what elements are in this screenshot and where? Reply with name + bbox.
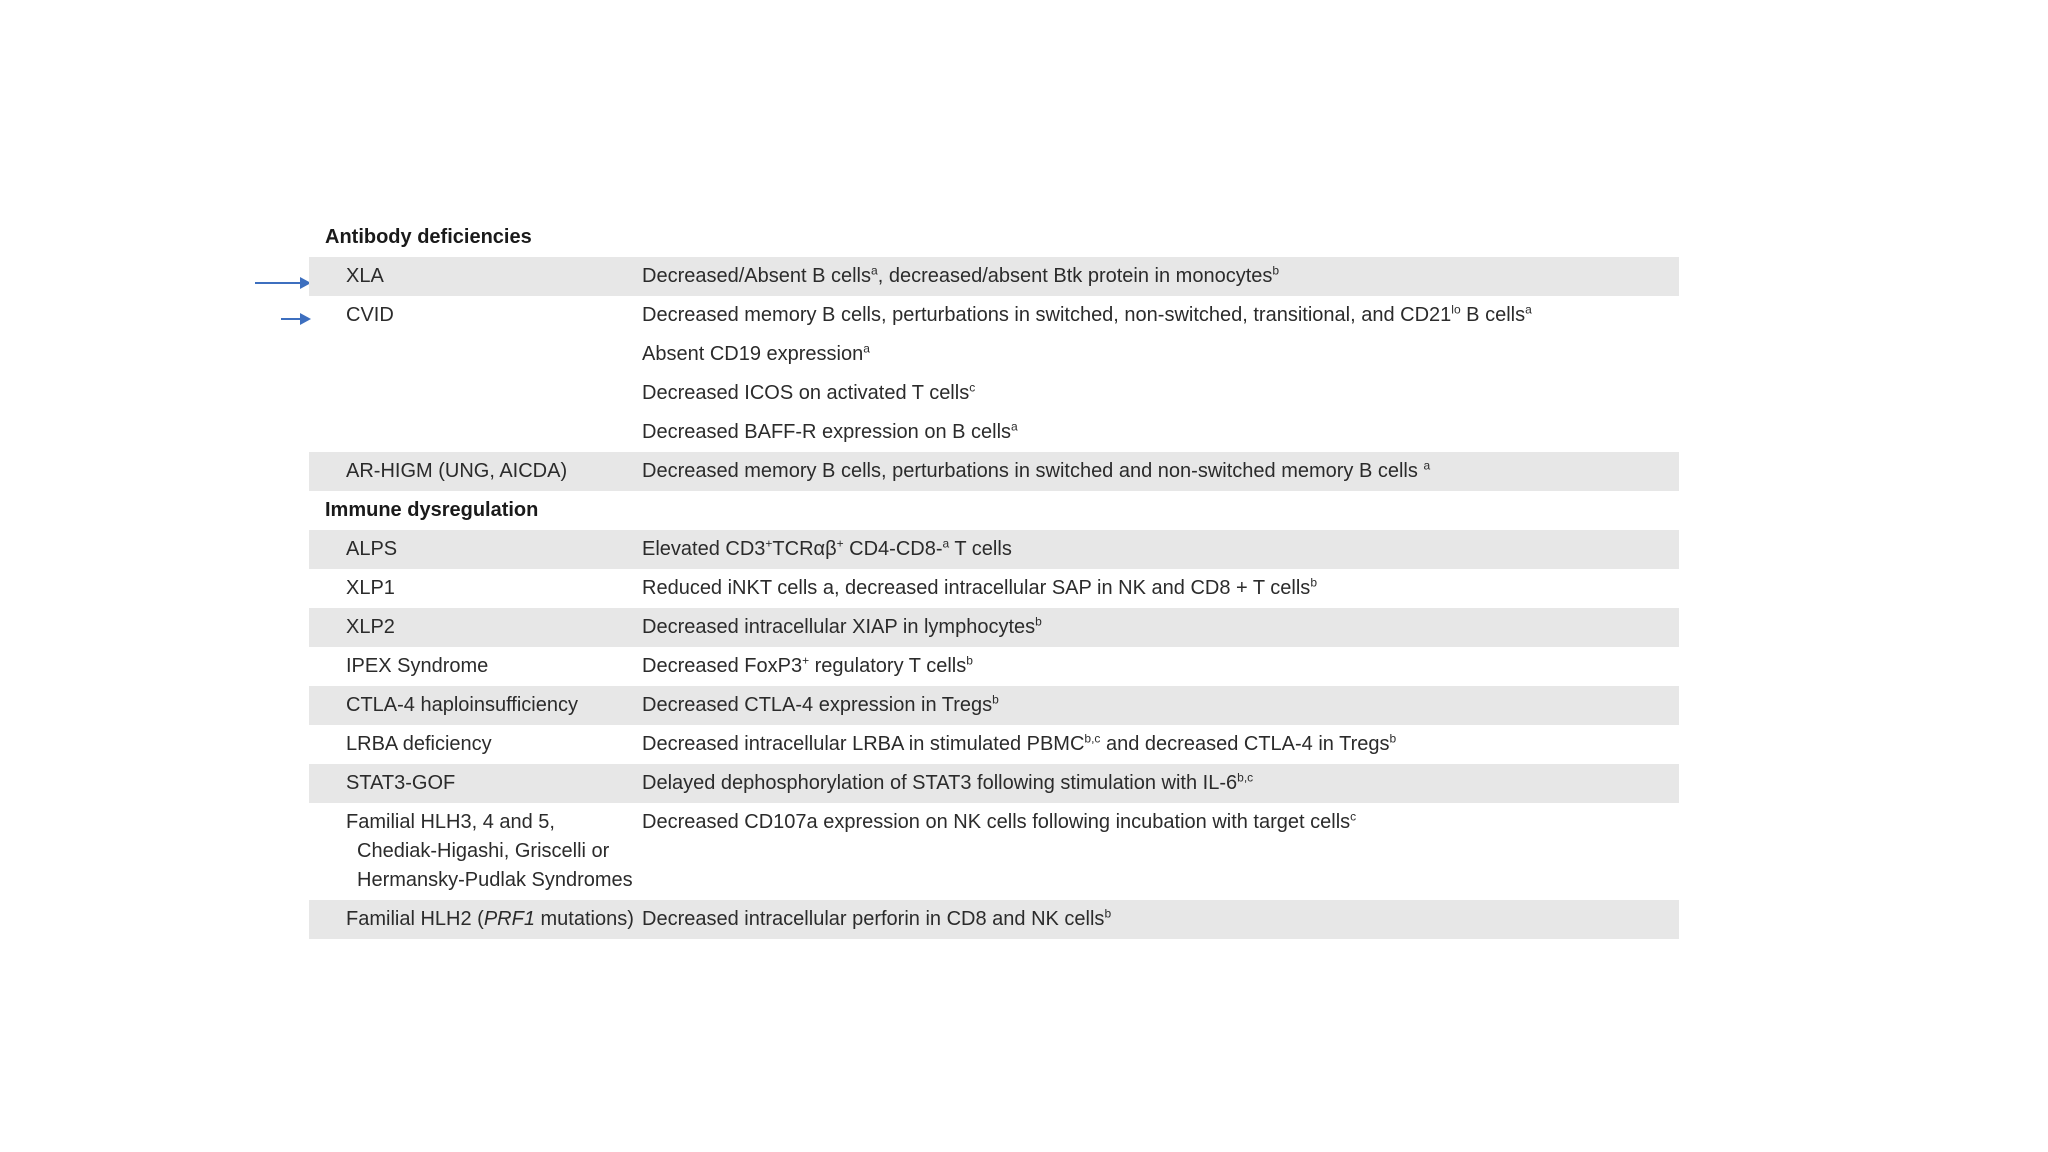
table-row-ipex bbox=[309, 647, 1679, 686]
table-row-xla bbox=[309, 257, 1679, 296]
disease-name: AR-HIGM (UNG, AICDA) bbox=[346, 460, 568, 482]
table-row-familial-hlh2 bbox=[309, 900, 1679, 939]
disease-description: Reduced iNKT cells a, decreased intracellular SAP in NK and CD8 + T cells$^b$ bbox=[642, 575, 1317, 599]
section-header-antibody: Antibody deficiencies bbox=[325, 226, 532, 248]
table-row-xlp1 bbox=[309, 569, 1679, 608]
disease-name: CVID bbox=[346, 304, 394, 326]
disease-name: IPEX Syndrome bbox=[346, 655, 489, 677]
disease-description: Decreased CD107a expression on NK cells following incubation with target cells$^c$ bbox=[642, 809, 1357, 833]
description-line: Absent CD19 expression$^a$ bbox=[642, 341, 870, 365]
section-header-immune-dysregulation: Immune dysregulation bbox=[325, 499, 539, 521]
disease-description: Decreased CTLA-4 expression in Tregs$^b$ bbox=[642, 692, 999, 716]
arrow-cvid-icon bbox=[281, 318, 309, 320]
table-row-ar-higm bbox=[309, 452, 1679, 491]
table-row-lrba bbox=[309, 725, 1679, 764]
table-row-stat3 bbox=[309, 764, 1679, 803]
disease-name: CTLA-4 haploinsufficiency bbox=[346, 694, 578, 716]
disease-description: Delayed dephosphorylation of STAT3 following stimulation with IL-6$^{b,c}$ bbox=[642, 770, 1254, 794]
disease-description: Elevated CD3+TCRαβ+ CD4-CD8-$^a$ T cells bbox=[642, 536, 1012, 560]
table-row-cvid bbox=[309, 296, 1679, 452]
description-line: Decreased BAFF-R expression on B cells$^a$ bbox=[642, 419, 1018, 443]
disease-name: ALPS bbox=[346, 538, 398, 560]
disease-description: Decreased FoxP3+ regulatory T cells$^b$ bbox=[642, 653, 973, 677]
table-row-alps bbox=[309, 530, 1679, 569]
disease-name: Familial HLH2 (PRF1 mutations) bbox=[346, 908, 634, 930]
arrow-xla-icon bbox=[255, 282, 309, 284]
disease-name: XLP2 bbox=[346, 616, 395, 638]
disease-description: Decreased memory B cells, perturbations in switched and non-switched memory B cells $^a$ bbox=[642, 458, 1431, 482]
disease-description: Decreased intracellular perforin in CD8 and NK cells$^b$ bbox=[642, 906, 1112, 930]
disease-description: Decreased intracellular XIAP in lymphocytes$^b$ bbox=[642, 614, 1042, 638]
disease-name: LRBA deficiency bbox=[346, 733, 492, 755]
disease-description: Decreased intracellular LRBA in stimulated PBMC$^{b,c}$ and decreased CTLA-4 in Tregs$^b$ bbox=[642, 731, 1397, 755]
table-row-familial-hlh3 bbox=[309, 803, 1679, 900]
disease-description: Decreased/Absent B cells$^a$, decreased/absent Btk protein in monocytes$^b$ bbox=[642, 263, 1280, 287]
table-row-ctla4 bbox=[309, 686, 1679, 725]
disease-description bbox=[642, 296, 1679, 452]
description-line: Decreased ICOS on activated T cells$^c$ bbox=[642, 380, 976, 404]
immune-table bbox=[309, 218, 1679, 939]
description-line: Decreased memory B cells, perturbations in switched, non-switched, transitional, and $CD21^{lo}$ B cells$^a$ bbox=[642, 302, 1532, 326]
table-row-xlp2 bbox=[309, 608, 1679, 647]
disease-name: XLA bbox=[346, 265, 384, 287]
disease-name: Familial HLH3, 4 and 5, Chediak-Higashi, Griscelli or Hermansky-Pudlak Syndromes bbox=[346, 811, 633, 891]
disease-name: STAT3-GOF bbox=[346, 772, 456, 794]
disease-name: XLP1 bbox=[346, 577, 395, 599]
